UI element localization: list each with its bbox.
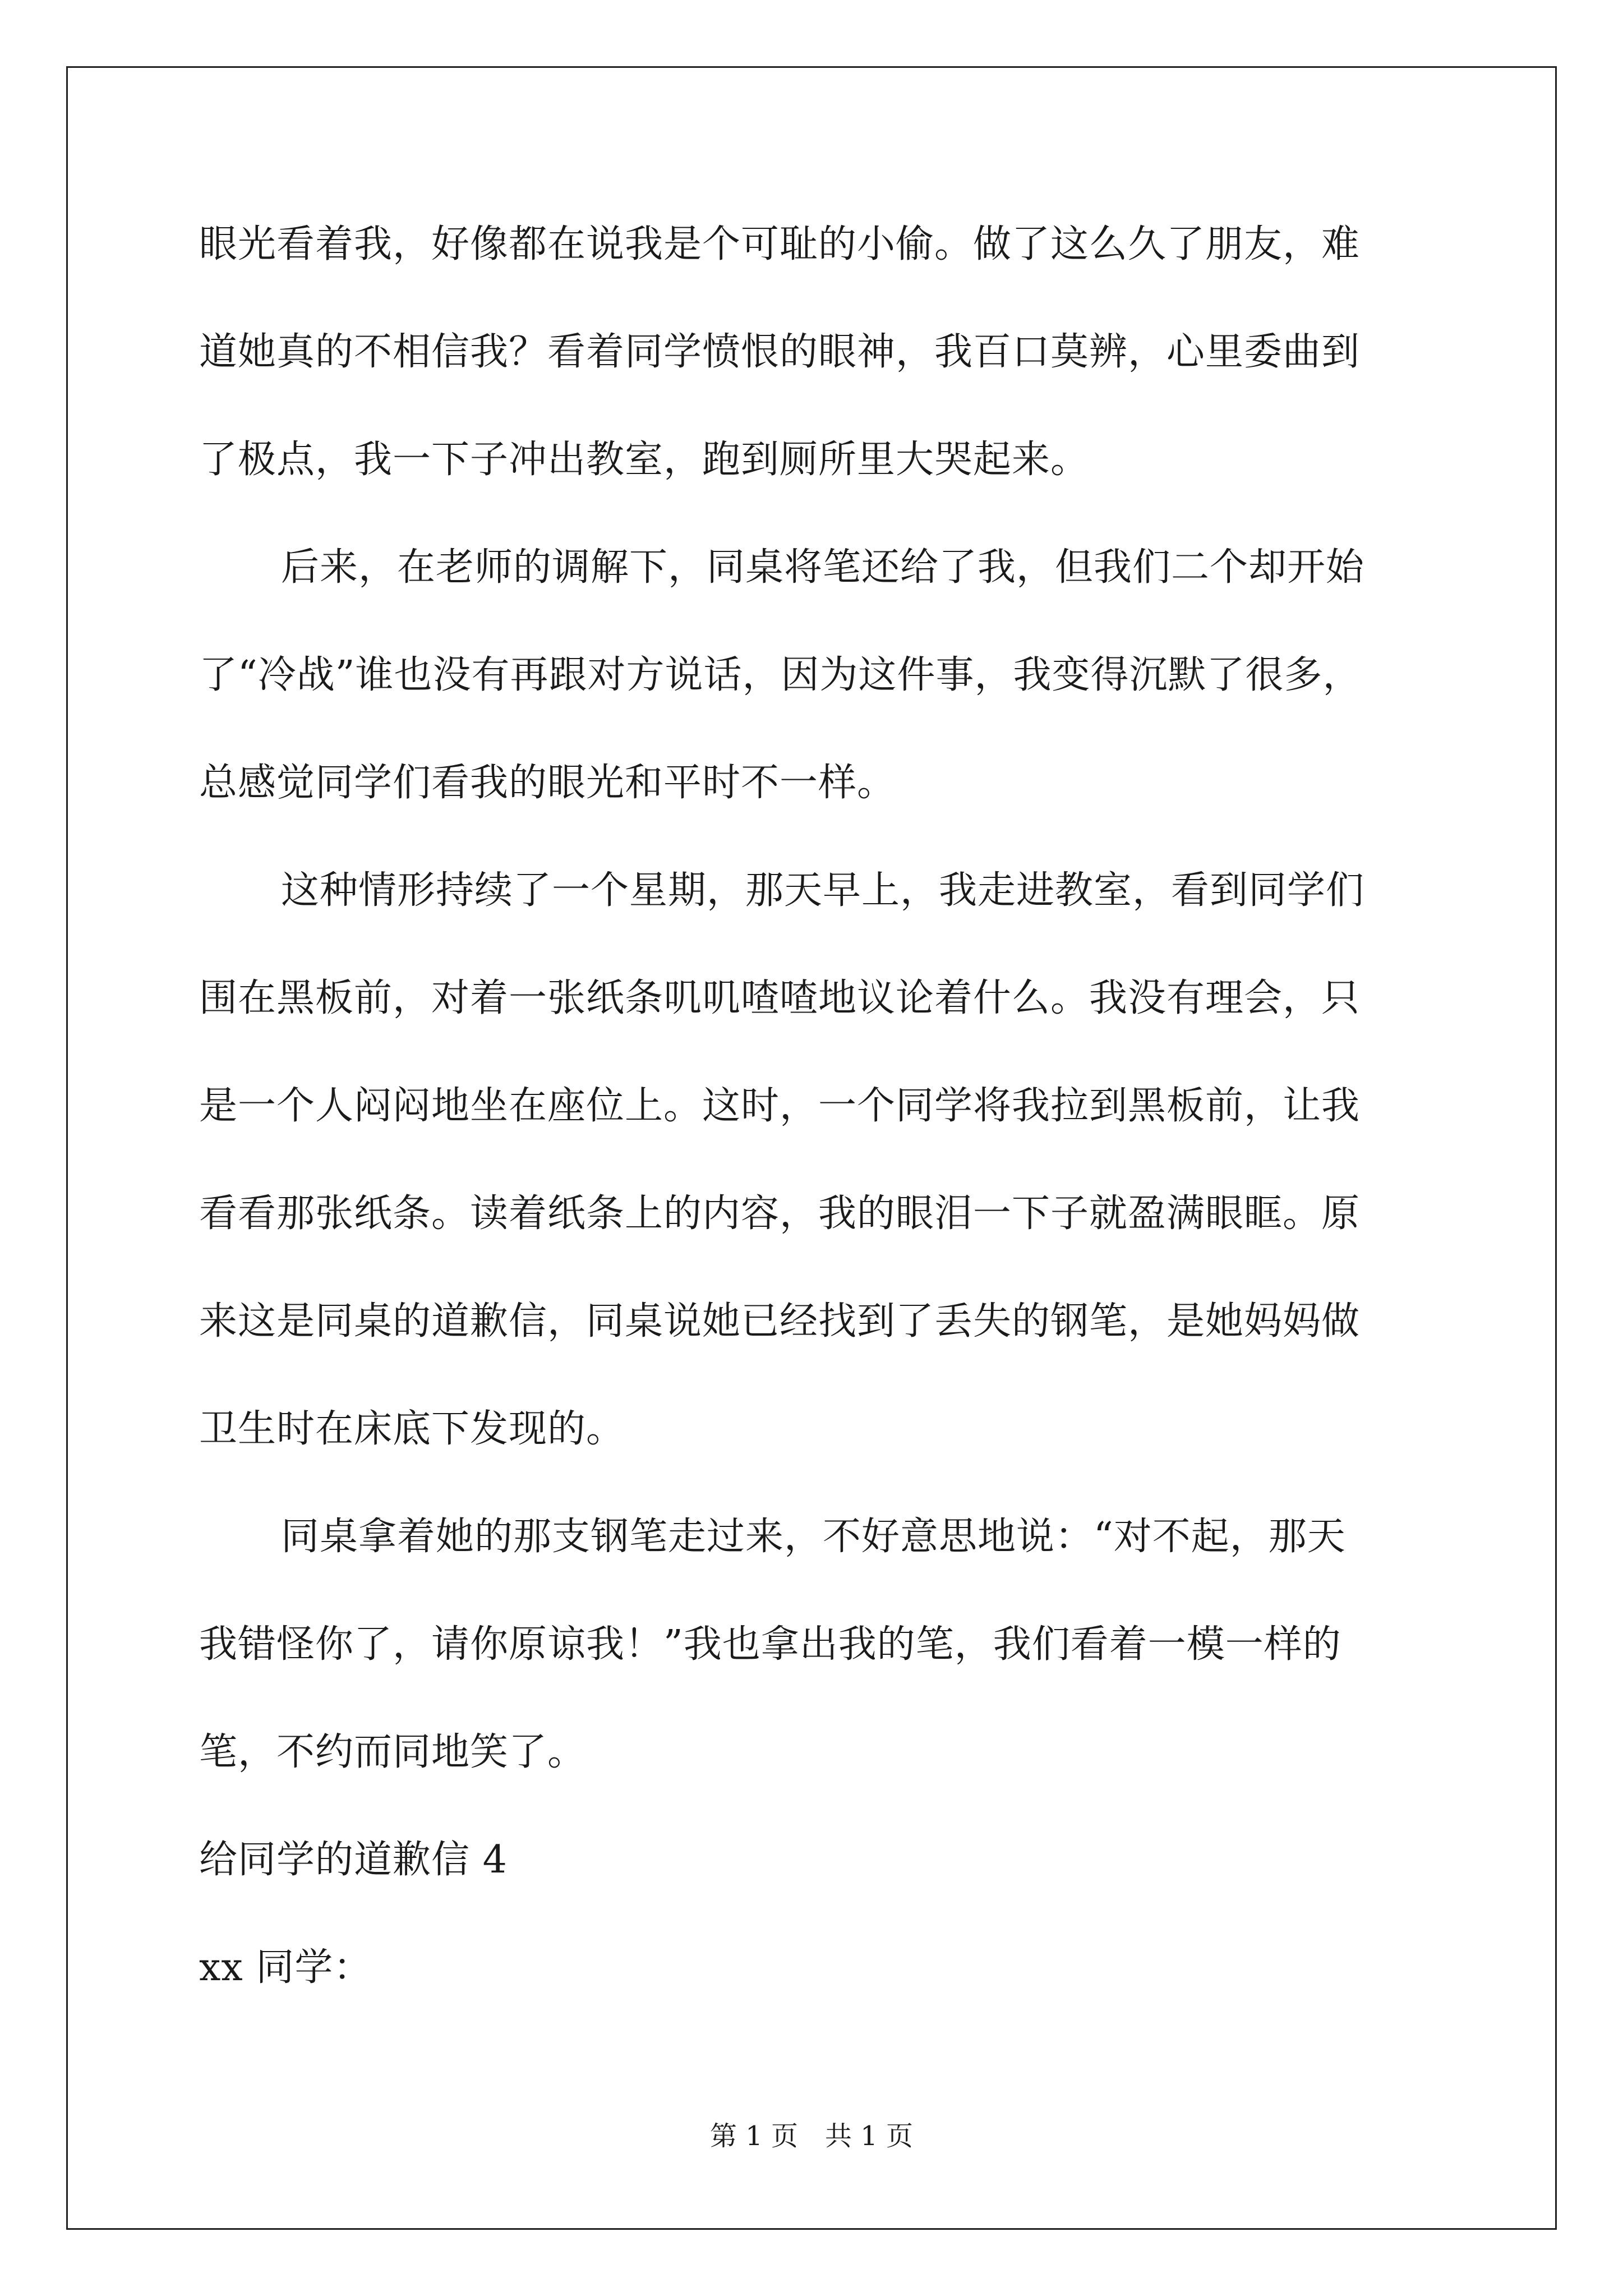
text-line-6: 总感觉同学们看我的眼光和平时不一样。	[199, 761, 896, 805]
text-line-10: 看看那张纸条。读着纸条上的内容，我的眼泪一下子就盈满眼眶。原	[199, 1191, 1361, 1236]
text-line-8: 围在黑板前，对着一张纸条叽叽喳喳地议论着什么。我没有理会，只	[199, 976, 1361, 1020]
text-line-15: 笔，不约而同地笑了。	[199, 1730, 587, 1774]
text-line-2: 道她真的不相信我？看着同学愤恨的眼神，我百口莫辨，心里委曲到	[199, 330, 1361, 374]
text-line-3: 了极点，我一下子冲出教室，跑到厕所里大哭起来。	[199, 438, 1090, 482]
text-line-14: 我错怪你了，请你原谅我！”我也拿出我的笔，我们看着一模一样的	[199, 1622, 1341, 1667]
text-line-13: 同桌拿着她的那支钢笔走过来，不好意思地说：“对不起，那天	[281, 1515, 1346, 1559]
text-line-1: 眼光看着我，好像都在说我是个可耻的小偷。做了这么久了朋友，难	[199, 222, 1361, 266]
document-body	[199, 218, 1450, 2049]
page-number: 第 1 页	[709, 2120, 798, 2152]
salutation: xx 同学：	[199, 1945, 372, 1990]
text-line-9: 是一个人闷闷地坐在座位上。这时，一个同学将我拉到黑板前，让我	[199, 1084, 1361, 1128]
page-footer	[0, 2119, 1623, 2153]
text-line-11: 来这是同桌的道歉信，同桌说她已经找到了丢失的钢笔，是她妈妈做	[199, 1299, 1361, 1343]
text-line-5: 了“冷战”谁也没有再跟对方说话，因为这件事，我变得沉默了很多，	[199, 653, 1362, 697]
text-line-4: 后来，在老师的调解下，同桌将笔还给了我，但我们二个却开始	[281, 545, 1365, 590]
text-line-12: 卫生时在床底下发现的。	[199, 1407, 625, 1451]
page-total: 共 1 页	[825, 2120, 914, 2152]
section-heading: 给同学的道歉信 4	[199, 1838, 508, 1882]
text-line-7: 这种情形持续了一个星期，那天早上，我走进教室，看到同学们	[281, 868, 1365, 913]
